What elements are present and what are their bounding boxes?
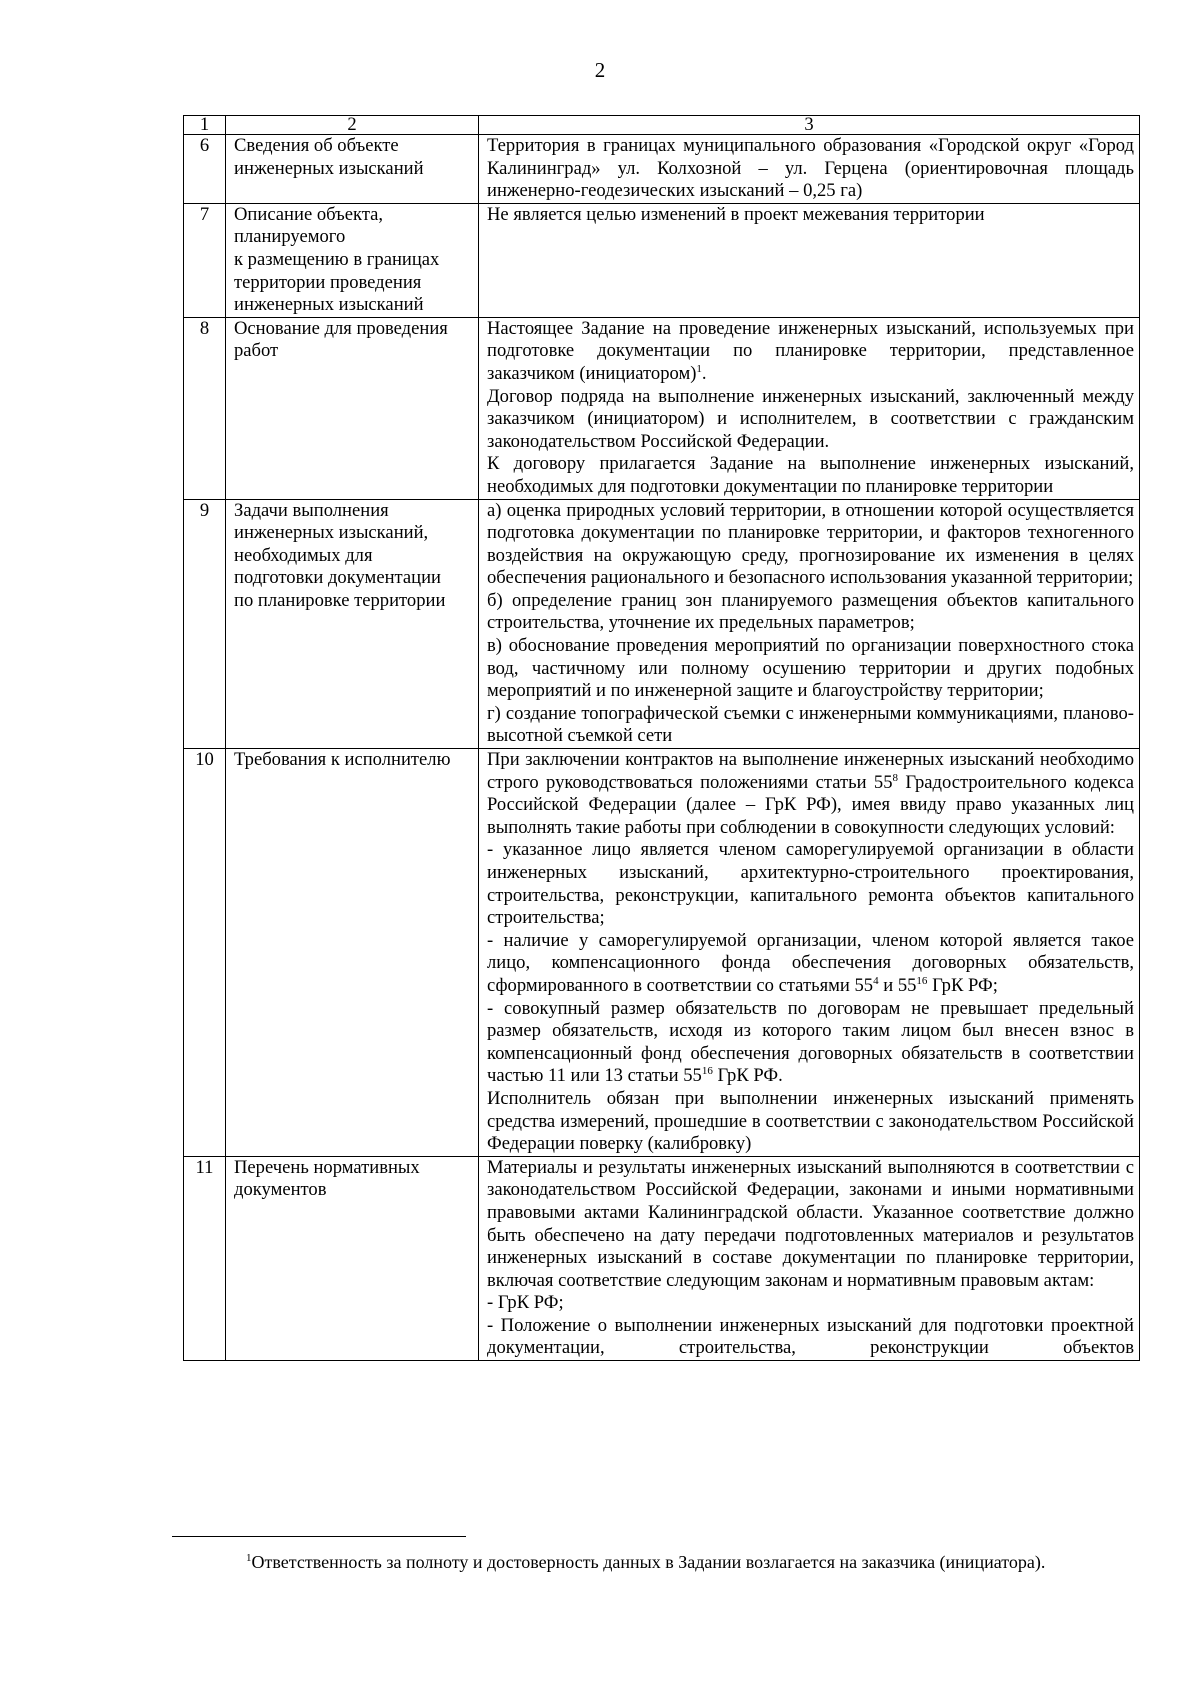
paragraph xyxy=(487,590,1134,635)
table-header-row xyxy=(184,116,1140,135)
paragraph-text: Договор подряда на выполнение инженерных изысканий, заключенный между заказчиком (инициатором) и исполнителем, в соответствии с гражданским законодательством Российской Федерации. xyxy=(487,385,1134,452)
paragraph-text: Исполнитель обязан при выполнении инженерных изысканий применять средства измерений, прошедшие в соответствии с законодательством Российской Федерации поверку (калибровку) xyxy=(487,1087,1134,1155)
row-value xyxy=(479,1156,1140,1360)
row-label xyxy=(226,1156,479,1360)
paragraph-text: - наличие у саморегулируемой организации, членом которой является такое лицо, компенсационного фонда обеспечения договорных обязательств, сформированного в соответствии со статьями 55 xyxy=(487,929,1134,996)
row-label-line: инженерных изысканий xyxy=(234,157,424,179)
paragraph xyxy=(487,318,1134,386)
row-label-line: инженерных изысканий, xyxy=(234,522,429,544)
table-row xyxy=(184,317,1140,499)
row-value xyxy=(479,317,1140,499)
paragraph-text: Настоящее Задание на проведение инженерных изысканий, используемых при подготовке документации по планировке территории, представленное заказчиком (инициатором) xyxy=(487,317,1134,384)
paragraph-text: ГрК РФ. xyxy=(712,1065,783,1087)
paragraph xyxy=(487,635,1134,703)
row-label xyxy=(226,203,479,317)
row-label-line: инженерных изысканий xyxy=(234,294,424,316)
paragraph xyxy=(487,839,1134,929)
paragraph-text: Территория в границах муниципального образования «Городской округ «Город Калининград» ул. Колхозной – ул. Герцена (ориентировочная площадь инженерно-геодезических изысканий – 0,25 га) xyxy=(487,135,1134,202)
row-label xyxy=(226,135,479,204)
row-label-line: Основание для проведения xyxy=(234,317,448,339)
row-label-line: планируемого xyxy=(234,226,346,248)
paragraph xyxy=(487,1088,1134,1156)
superscript: 8 xyxy=(892,771,899,784)
row-number: 6 xyxy=(184,135,226,204)
row-label-line: Задачи выполнения xyxy=(234,499,389,521)
paragraph-text: ГрК РФ; xyxy=(927,974,998,996)
row-label-line: необходимых для xyxy=(234,544,373,566)
paragraph xyxy=(487,204,1134,227)
paragraph-text: - ГрК РФ; xyxy=(487,1292,564,1314)
paragraph xyxy=(487,703,1134,748)
paragraph-text: г) создание топографической съемки с инженерными коммуникациями, планово-высотной съемкой сети xyxy=(487,702,1134,747)
paragraph-text: а) оценка природных условий территории, в отношении которой осуществляется подготовка документации по планировке территории, и факторов техногенного воздействия на окружающую среду, прогнозирование их изменения в целях обеспечения рационального и безопасного использования указанной территории; xyxy=(487,499,1134,589)
paragraph-text: . xyxy=(701,362,707,384)
table-row xyxy=(184,749,1140,1157)
page-number: 2 xyxy=(594,58,606,82)
paragraph-text: - указанное лицо является членом саморегулируемой организации в области инженерных изысканий, архитектурно-строительного проектирования, строительства, реконструкции, капитального ремонта объектов капитального строительства; xyxy=(487,839,1134,929)
row-label xyxy=(226,749,479,1157)
paragraph-text: б) определение границ зон планируемого размещения объектов капитального строительства, уточнение их предельных параметров; xyxy=(487,589,1134,634)
paragraph-text: К договору прилагается Задание на выполнение инженерных изысканий, необходимых для подготовки документации по планировке территории xyxy=(487,453,1134,497)
row-label-line: к размещению в границах xyxy=(234,248,440,270)
paragraph xyxy=(487,1315,1134,1360)
row-number: 8 xyxy=(184,317,226,499)
footnote-separator xyxy=(172,1536,466,1537)
superscript: 1 xyxy=(696,362,702,375)
table-row xyxy=(184,1156,1140,1360)
row-label-line: Требования к исполнителю xyxy=(234,749,451,771)
header-cell-3: 3 xyxy=(479,116,1140,135)
row-number: 9 xyxy=(184,499,226,749)
paragraph-text: Материалы и результаты инженерных изысканий выполняются в соответствии с законодательством Российской Федерации, законами и иными нормативными правовыми актами Калининградской области. Указанное соответствие должно быть обеспечено на дату передачи подготовленных материалов и результатов инженерных изысканий в составе документации по планировке территории, включая соответствие следующим законам и нормативным правовым актам: xyxy=(487,1156,1134,1291)
paragraph xyxy=(487,749,1134,839)
row-label-line: работ xyxy=(234,340,279,362)
paragraph-text: Не является целью изменений в проект межевания территории xyxy=(487,203,985,225)
row-number: 10 xyxy=(184,749,226,1157)
superscript: 16 xyxy=(916,974,928,987)
paragraph xyxy=(487,135,1134,203)
paragraph xyxy=(487,1157,1134,1293)
paragraph-text: Градостроительного кодекса Российской Федерации (далее – ГрК РФ), имея ввиду право указанных лиц выполнять такие работы при соблюдении в совокупности следующих условий: xyxy=(487,771,1134,838)
paragraph xyxy=(487,453,1134,498)
table-row xyxy=(184,499,1140,749)
footnote-marker: 1 xyxy=(246,1552,252,1564)
row-value xyxy=(479,749,1140,1157)
table-row xyxy=(184,135,1140,204)
row-label-line: территории проведения xyxy=(234,271,422,293)
row-value xyxy=(479,203,1140,317)
header-cell-2: 2 xyxy=(226,116,479,135)
paragraph-text: - Положение о выполнении инженерных изысканий для подготовки проектной документации, строительства, реконструкции объектов xyxy=(487,1314,1134,1359)
paragraph-text: и 55 xyxy=(878,974,917,996)
superscript: 16 xyxy=(701,1065,713,1078)
row-value xyxy=(479,499,1140,749)
row-value xyxy=(479,135,1140,204)
footnote xyxy=(246,1552,1146,1573)
paragraph xyxy=(487,386,1134,454)
header-cell-1: 1 xyxy=(184,116,226,135)
row-label xyxy=(226,499,479,749)
paragraph-text: При заключении контрактов на выполнение инженерных изысканий необходимо строго руководствоваться положениями статьи 55 xyxy=(487,749,1134,793)
row-label-line: по планировке территории xyxy=(234,589,446,611)
paragraph xyxy=(487,998,1134,1088)
superscript: 4 xyxy=(873,974,879,987)
row-label xyxy=(226,317,479,499)
row-number: 11 xyxy=(184,1156,226,1360)
paragraph-text: - совокупный размер обязательств по договорам не превышает предельный размер обязательств, исходя из которого таким лицом был внесен взнос в компенсационный фонд обеспечения договорных обязательств в соответствии частью 11 или 13 статьи 55 xyxy=(487,997,1134,1087)
row-label-line: подготовки документации xyxy=(234,567,441,589)
row-number: 7 xyxy=(184,203,226,317)
requirements-table xyxy=(183,115,1140,1361)
row-label-line: Описание объекта, xyxy=(234,203,384,225)
footnote-text: Ответственность за полноту и достоверность данных в Задании возлагается на заказчика (инициатора). xyxy=(251,1552,1046,1572)
row-label-line: Перечень нормативных xyxy=(234,1156,420,1178)
table-row xyxy=(184,203,1140,317)
paragraph xyxy=(487,500,1134,590)
paragraph-text: в) обоснование проведения мероприятий по организации поверхностного стока вод, частичному или полному осушению территории и других подобных мероприятий и по инженерной защите и благоустройству территории; xyxy=(487,635,1134,702)
row-label-line: документов xyxy=(234,1179,327,1201)
paragraph xyxy=(487,930,1134,998)
paragraph xyxy=(487,1292,1134,1315)
row-label-line: Сведения об объекте xyxy=(234,135,399,156)
